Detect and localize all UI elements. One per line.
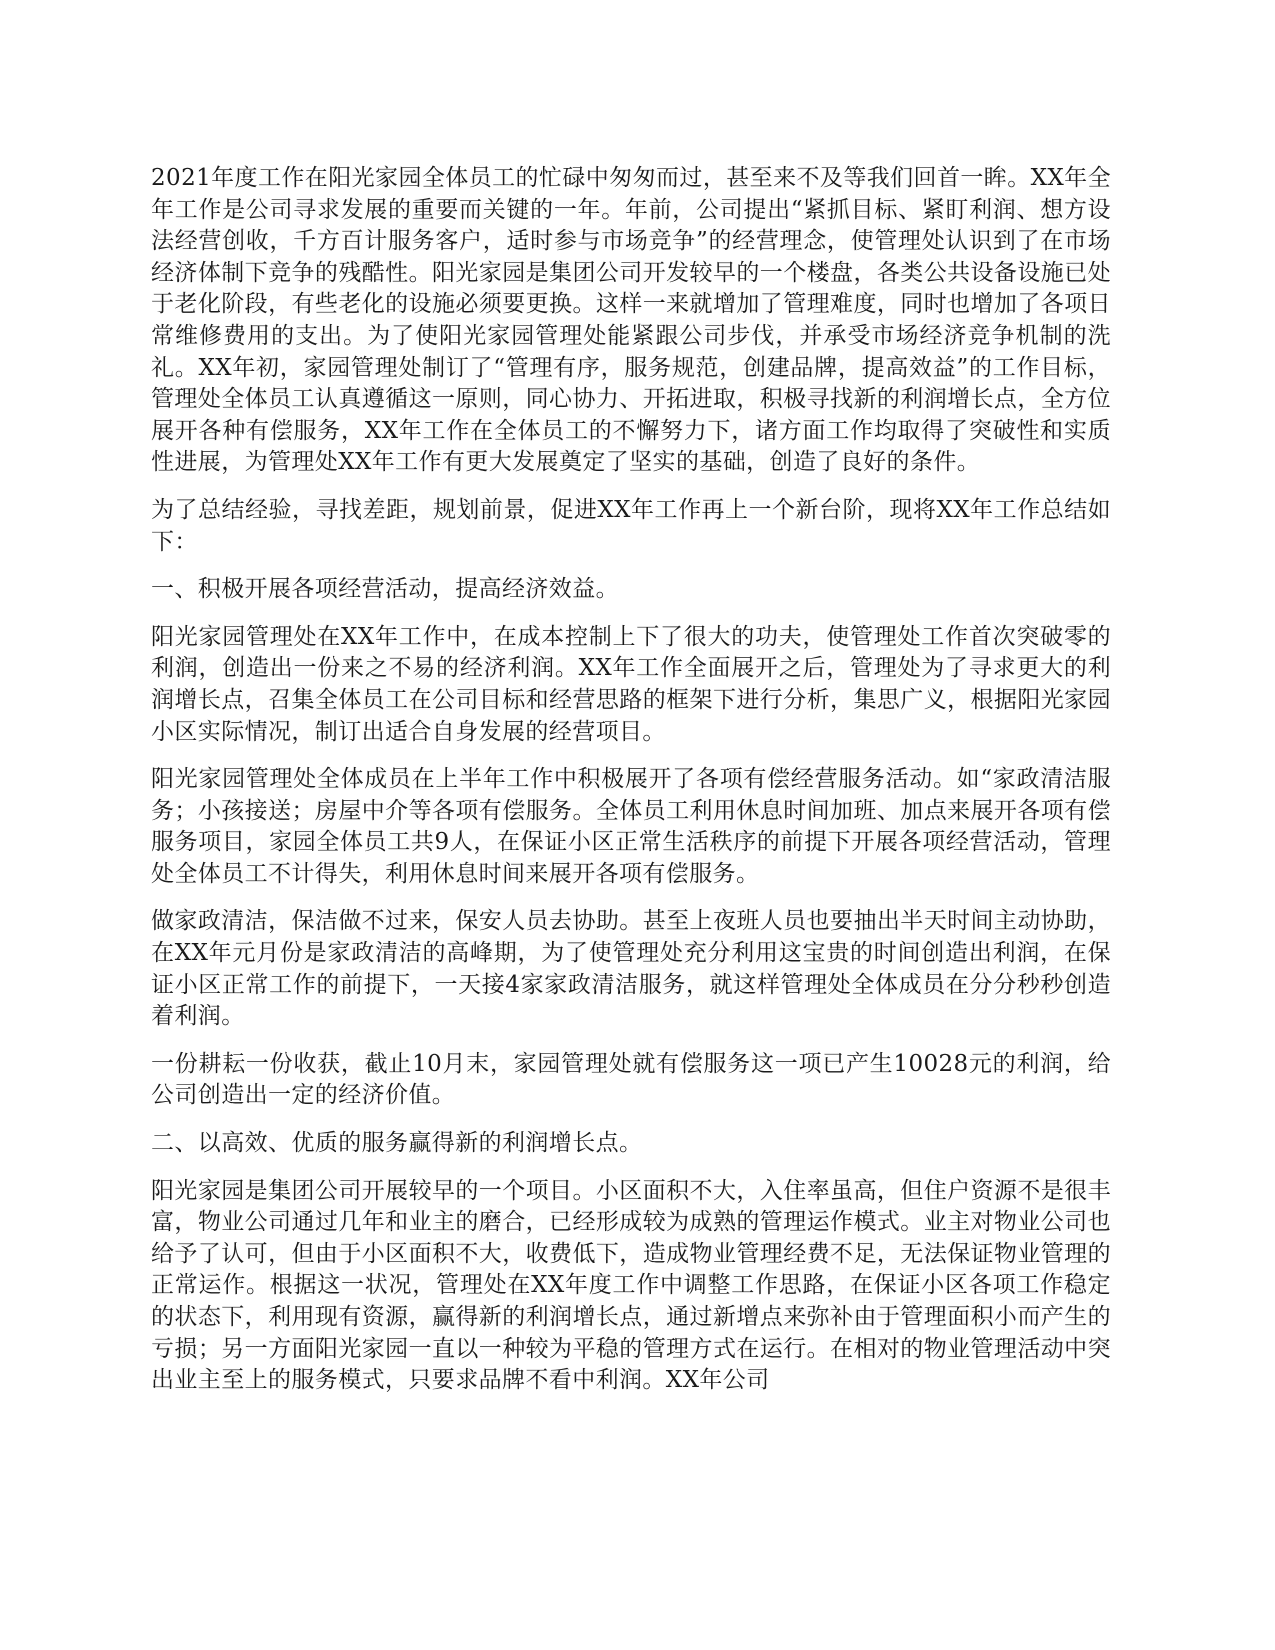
summary-intro-paragraph: 为了总结经验，寻找差距，规划前景，促进XX年工作再上一个新台阶，现将XX年工作总结如下： xyxy=(151,496,1111,555)
section-heading-2: 二、以高效、优质的服务赢得新的利润增长点。 xyxy=(151,1130,643,1157)
body-paragraph: 阳光家园管理处在XX年工作中，在成本控制上下了很大的功夫，使管理处工作首次突破零的利润，创造出一份来之不易的经济利润。XX年工作全面展开之后，管理处为了寻求更大的利润增长点，召集全体员工在公司目标和经营思路的框架下进行分析，集思广义，根据阳光家园小区实际情况，制订出适合自身发展的经营项目。 xyxy=(151,623,1111,745)
body-paragraph: 做家政清洁，保洁做不过来，保安人员去协助。甚至上夜班人员也要抽出半天时间主动协助，在XX年元月份是家政清洁的高峰期，为了使管理处充分利用这宝贵的时间创造出利润，在保证小区正常工作的前提下，一天接4家家政清洁服务，就这样管理处全体成员在分分秒秒创造着利润。 xyxy=(151,908,1111,1030)
body-paragraph: 一份耕耘一份收获，截止10月末，家园管理处就有偿服务这一项已产生10028元的利润，给公司创造出一定的经济价值。 xyxy=(151,1050,1111,1109)
body-paragraph: 阳光家园是集团公司开展较早的一个项目。小区面积不大，入住率虽高，但住户资源不是很丰富，物业公司通过几年和业主的磨合，已经形成较为成熟的管理运作模式。业主对物业公司也给予了认可，但由于小区面积不大，收费低下，造成物业管理经费不足，无法保证物业管理的正常运作。根据这一状况，管理处在XX年度工作中调整工作思路，在保证小区各项工作稳定的状态下，利用现有资源，赢得新的利润增长点，通过新增点来弥补由于管理面积小而产生的亏损；另一方面阳光家园一直以一种较为平稳的管理方式在运行。在相对的物业管理活动中突出业主至上的服务模式，只要求品牌不看中利润。XX年公司 xyxy=(151,1177,1111,1394)
intro-paragraph: 2021年度工作在阳光家园全体员工的忙碌中匆匆而过，甚至来不及等我们回首一眸。XX年全年工作是公司寻求发展的重要而关键的一年。年前，公司提出“紧抓目标、紧盯利润、想方设法经营创收，千方百计服务客户，适时参与市场竞争”的经营理念，使管理处认识到了在市场经济体制下竞争的残酷性。阳光家园是集团公司开发较早的一个楼盘，各类公共设备设施已处于老化阶段，有些老化的设施必须要更换。这样一来就增加了管理难度，同时也增加了各项日常维修费用的支出。为了使阳光家园管理处能紧跟公司步伐，并承受市场经济竞争机制的洗礼。XX年初，家园管理处制订了“管理有序，服务规范，创建品牌，提高效益”的工作目标，管理处全体员工认真遵循这一原则，同心协力、开拓进取，积极寻找新的利润增长点，全方位展开各种有偿服务，XX年工作在全体员工的不懈努力下，诸方面工作均取得了突破性和实质性进展，为管理处XX年工作有更大发展奠定了坚实的基础，创造了良好的条件。 xyxy=(151,165,1111,476)
document-page xyxy=(151,163,1111,1413)
section-heading-1: 一、积极开展各项经营活动，提高经济效益。 xyxy=(151,576,619,603)
body-paragraph: 阳光家园管理处全体成员在上半年工作中积极展开了各项有偿经营服务活动。如“家政清洁服务；小孩接送；房屋中介等各项有偿服务。全体员工利用休息时间加班、加点来展开各项有偿服务项目，家园全体员工共9人，在保证小区正常生活秩序的前提下开展各项经营活动，管理处全体员工不计得失，利用休息时间来展开各项有偿服务。 xyxy=(151,766,1111,887)
